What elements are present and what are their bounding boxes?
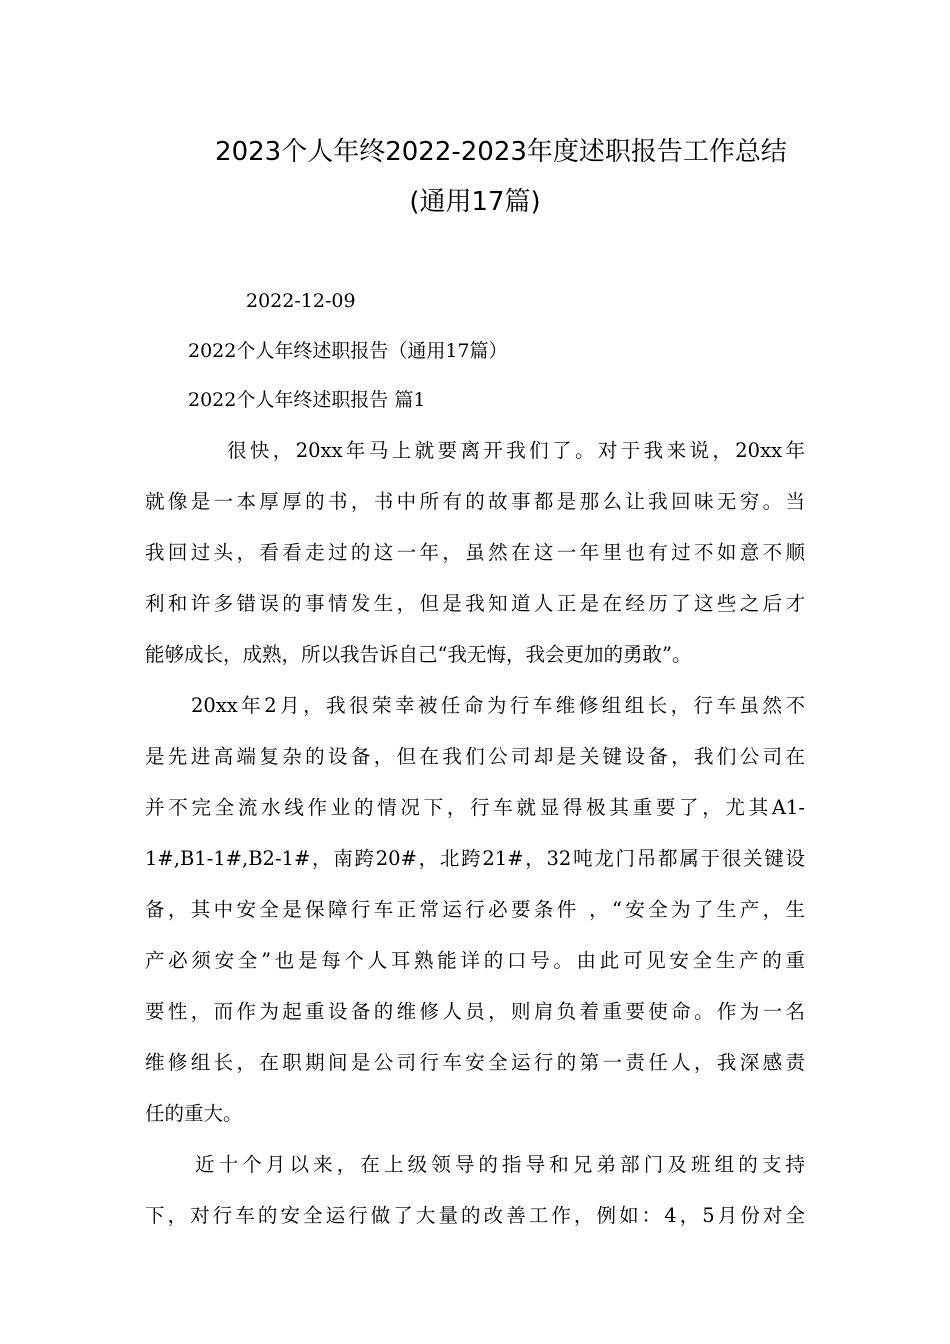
- document-title-line1: 2023个人年终2022-2023年度述职报告工作总结: [215, 137, 787, 167]
- paragraph-1: [145, 425, 805, 680]
- paragraph-3: [145, 1139, 805, 1241]
- article-heading: 2022个人年终述职报告 篇1: [188, 389, 426, 411]
- paragraph-line: 很快，20xx年马上就要离开我们了。对于我来说，20xx年: [227, 439, 805, 462]
- paragraph-line: 下，对行车的安全运行做了大量的改善工作，例如：4，5月份对全: [145, 1204, 805, 1227]
- paragraph-line: 维修组长，在职期间是公司行车安全运行的第一责任人，我深感责: [145, 1051, 805, 1074]
- paragraph-line: 能够成长，成熟，所以我告诉自己“我无悔，我会更加的勇敢”。: [145, 643, 692, 666]
- paragraph-line: 1#,B1-1#,B2-1#，南跨20#，北跨21#，32吨龙门吊都属于很关键设: [145, 847, 805, 870]
- document-date: 2022-12-09: [246, 290, 356, 312]
- paragraph-line: 20xx年2月，我很荣幸被任命为行车维修组组长，行车虽然不: [191, 694, 805, 717]
- paragraph-line: 并不完全流水线作业的情况下，行车就显得极其重要了，尤其A1-: [145, 796, 805, 819]
- paragraph-line: 备，其中安全是保障行车正常运行必要条件 ，“安全为了生产，生: [145, 898, 805, 921]
- section-heading: 2022个人年终述职报告（通用17篇）: [188, 340, 508, 362]
- paragraph-line: 产必须安全”也是每个人耳熟能详的口号。由此可见安全生产的重: [145, 949, 805, 972]
- paragraph-line: 利和许多错误的事情发生，但是我知道人正是在经历了这些之后才: [145, 592, 805, 615]
- document-title-line2: (通用17篇): [409, 187, 541, 217]
- paragraph-line: 就像是一本厚厚的书，书中所有的故事都是那么让我回味无穷。当: [145, 490, 805, 513]
- paragraph-line: 近十个月以来，在上级领导的指导和兄弟部门及班组的支持: [195, 1153, 805, 1176]
- paragraph-line: 我回过头，看看走过的这一年，虽然在这一年里也有过不如意不顺: [145, 541, 805, 564]
- paragraph-line: 是先进高端复杂的设备，但在我们公司却是关键设备，我们公司在: [145, 745, 805, 768]
- paragraph-line: 任的重大。: [145, 1102, 243, 1125]
- paragraph-line: 要性，而作为起重设备的维修人员，则肩负着重要使命。作为一名: [145, 1000, 805, 1023]
- paragraph-2: [145, 680, 805, 1139]
